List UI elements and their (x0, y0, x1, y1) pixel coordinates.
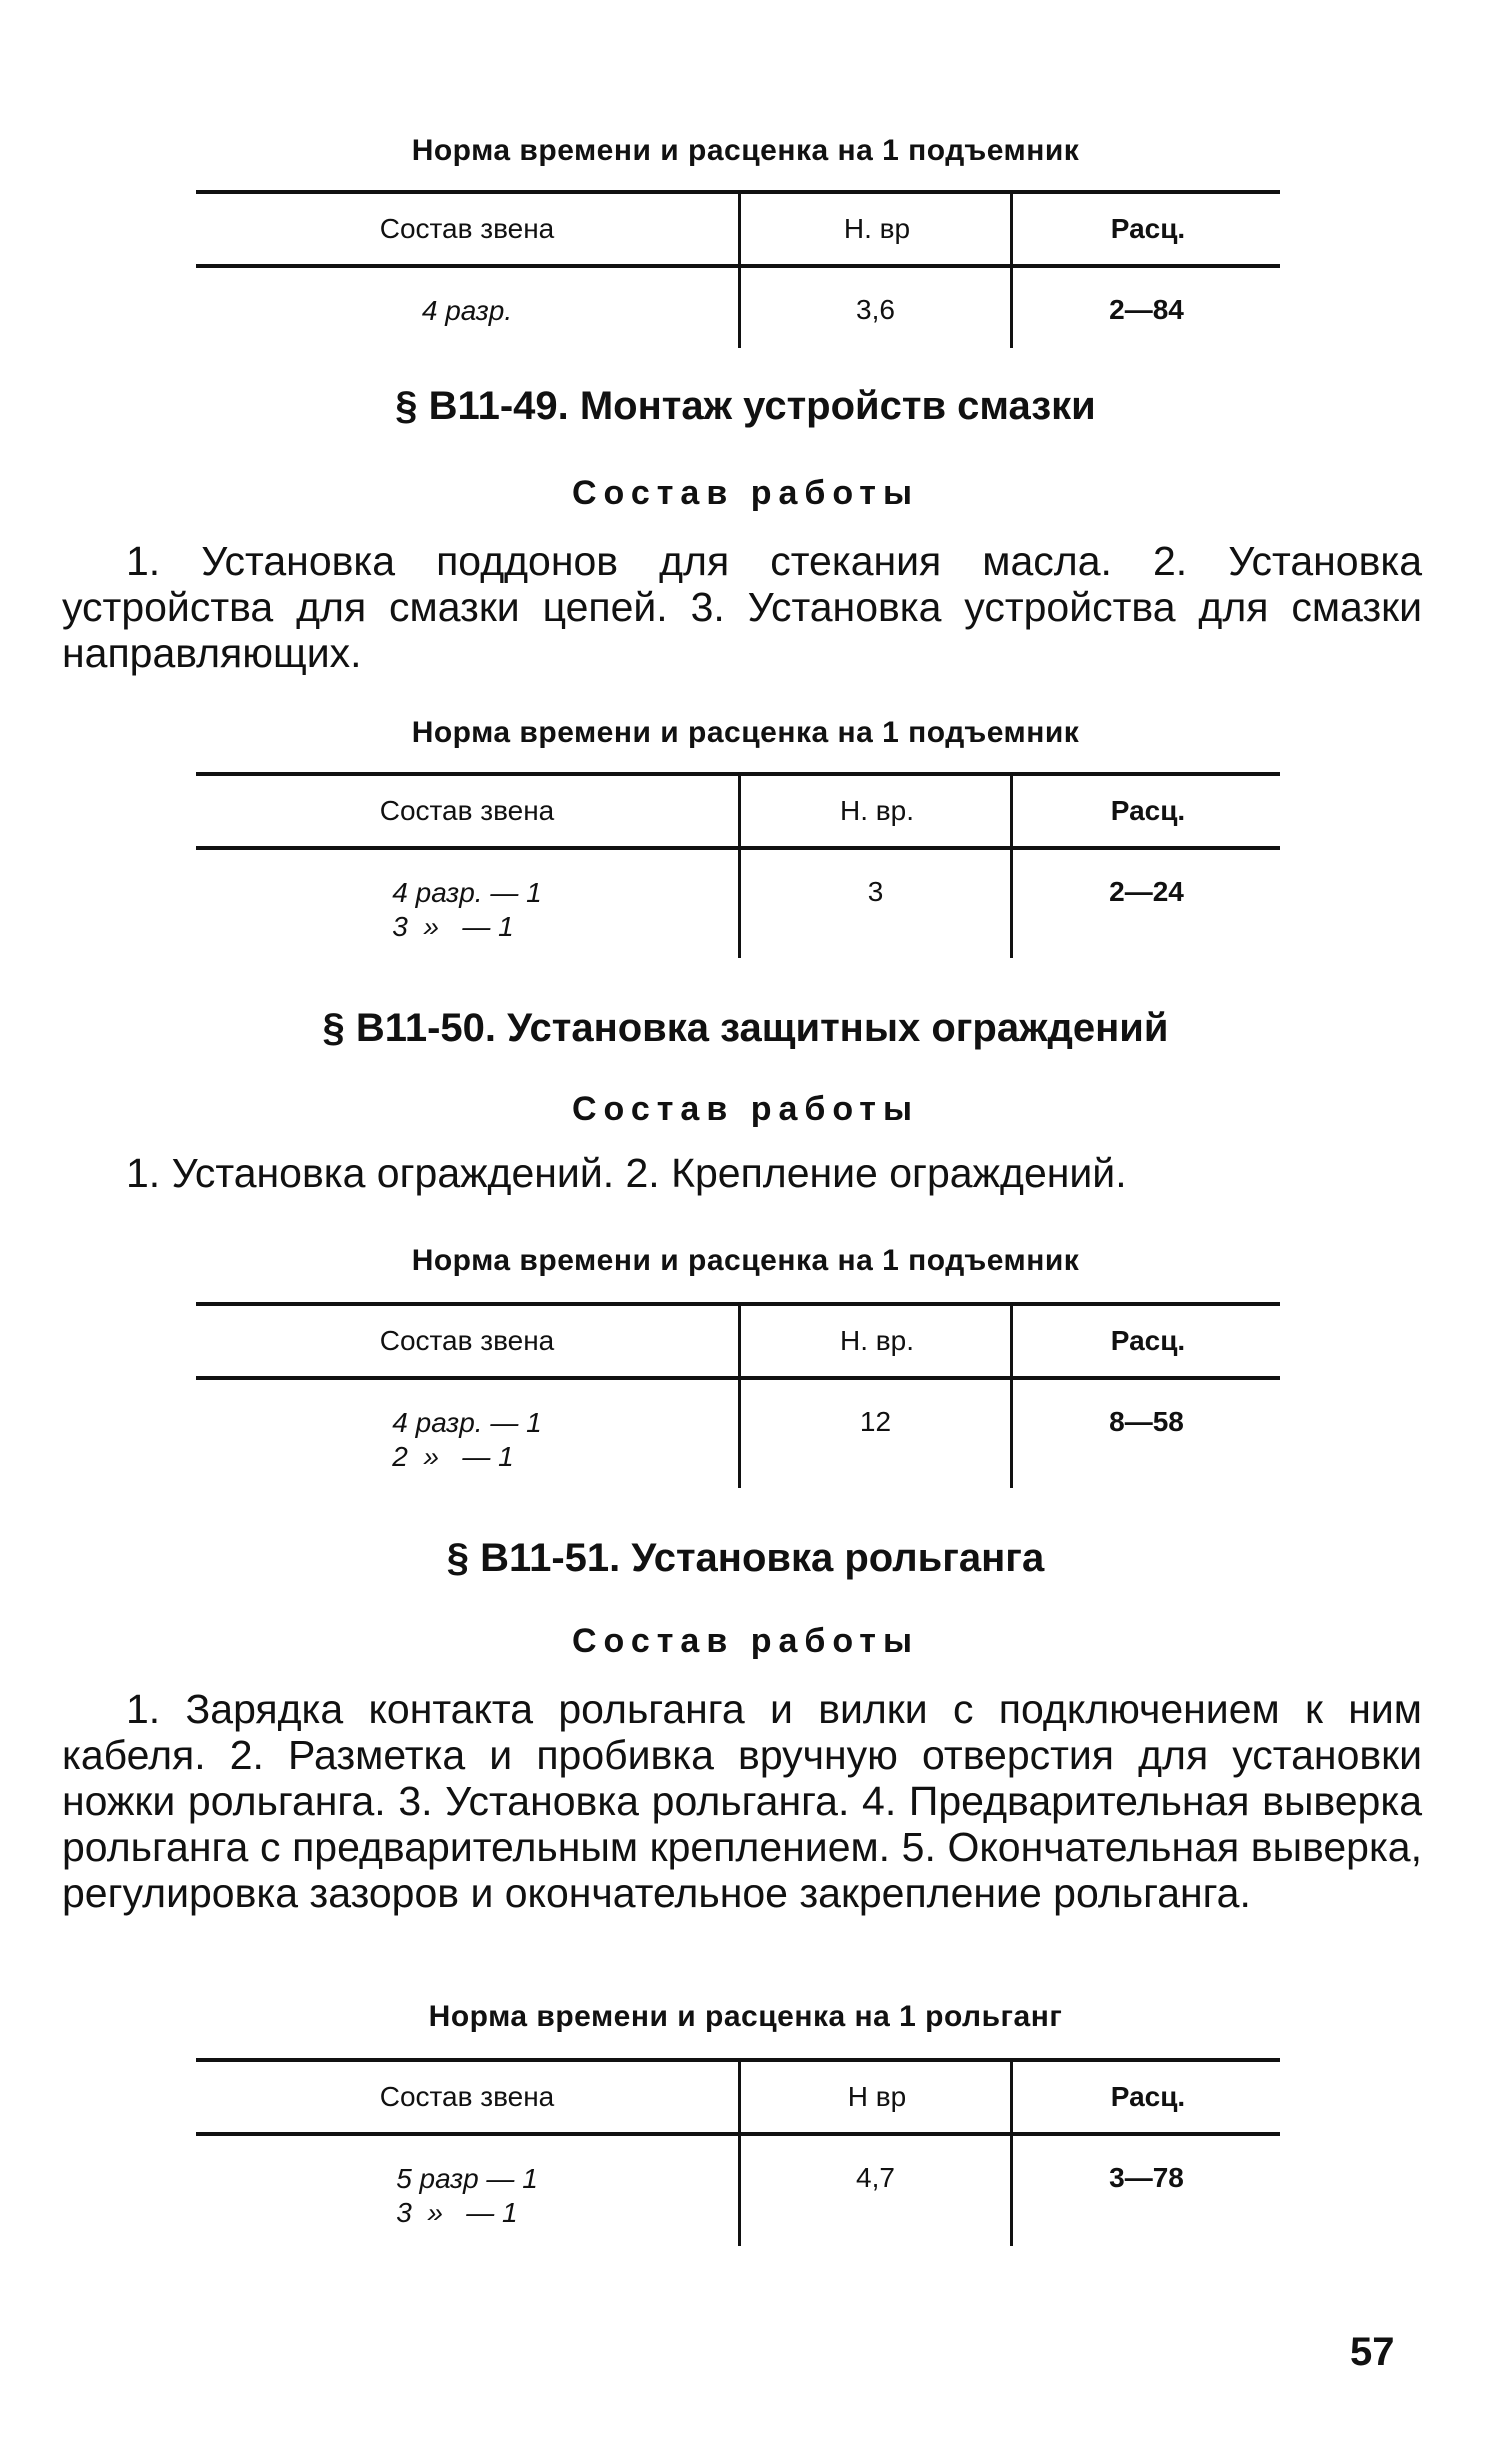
header-rate: Расц. (1010, 1306, 1283, 1376)
header-rate: Расц. (1010, 776, 1283, 846)
table-header-row (196, 194, 1280, 268)
header-rate: Расц. (1010, 2062, 1283, 2132)
norm-table (196, 1302, 1280, 1488)
section-title: § В11-49. Монтаж устройств смазки (395, 384, 1096, 428)
table-row (196, 2136, 1280, 2246)
crew-cell (196, 1380, 738, 1488)
header-norm: Н вр (738, 2062, 1013, 2132)
crew-line: 3 » — 1 (392, 911, 514, 942)
norm-table (196, 190, 1280, 348)
section-subtitle: Состав работы (572, 1090, 919, 1128)
section-subtitle: Состав работы (572, 474, 919, 512)
norm-cell: 3,6 (738, 268, 1010, 348)
header-crew: Состав звена (379, 213, 555, 244)
section-text: 1. Зарядка контакта рольганга и вилки с подключением к ним кабеля. 2. Разметка и пробивка вручную отверстия для установки ножки рольганга. 3. Установка рольганга. 4. Предварительная выверка рольганга с предварительным креплением. 5. Окончательная выверка, регулировка зазоров и окончательное закрепление рольганга. (62, 1686, 1422, 1916)
table-caption: Норма времени и расценка на 1 подъемник (411, 1244, 1080, 1277)
table-header-row (196, 776, 1280, 850)
table-header-row (196, 2062, 1280, 2136)
crew-block (392, 876, 541, 944)
crew-cell (196, 2136, 738, 2246)
crew-cell (196, 850, 738, 958)
crew-block (392, 1406, 541, 1474)
table-caption: Норма времени и расценка на 1 рольганг (428, 2000, 1063, 2033)
rate-cell: 2—24 (1010, 850, 1280, 958)
page-number: 57 (1350, 2330, 1395, 2374)
section-title: § В11-50. Установка защитных ограждений (322, 1006, 1169, 1050)
rate-cell: 3—78 (1010, 2136, 1280, 2246)
section-subtitle: Состав работы (572, 1622, 919, 1660)
section-text: 1. Установка ограждений. 2. Крепление ограждений. (126, 1150, 1127, 1196)
table-row (196, 1380, 1280, 1488)
crew-line: 5 разр — 1 (396, 2163, 538, 2194)
crew-line: 3 » — 1 (396, 2197, 518, 2228)
norm-cell: 3 (738, 850, 1010, 958)
crew-cell (196, 268, 738, 348)
crew-line: 4 разр. — 1 (392, 877, 542, 908)
header-rate: Расц. (1010, 194, 1283, 264)
crew-block (396, 2162, 538, 2230)
table-caption: Норма времени и расценка на 1 подъемник (411, 134, 1080, 167)
section-title: § В11-51. Установка рольганга (446, 1536, 1045, 1580)
rate-cell: 8—58 (1010, 1380, 1280, 1488)
header-crew: Состав звена (379, 2081, 555, 2112)
section-text: 1. Установка поддонов для стекания масла. 2. Установка устройства для смазки цепей. 3. Установка устройства для смазки направляющих. (62, 538, 1422, 676)
norm-table (196, 2058, 1280, 2246)
header-norm: Н. вр. (738, 776, 1013, 846)
table-row (196, 268, 1280, 348)
crew-line: 4 разр. (421, 295, 513, 326)
header-crew: Состав звена (379, 795, 555, 826)
table-caption: Норма времени и расценка на 1 подъемник (411, 716, 1080, 749)
table-header-row (196, 1306, 1280, 1380)
header-norm: Н. вр (738, 194, 1013, 264)
crew-line: 2 » — 1 (392, 1441, 514, 1472)
header-crew: Состав звена (379, 1325, 555, 1356)
norm-table (196, 772, 1280, 958)
table-row (196, 850, 1280, 958)
norm-cell: 4,7 (738, 2136, 1010, 2246)
crew-line: 4 разр. — 1 (392, 1407, 542, 1438)
rate-cell: 2—84 (1010, 268, 1280, 348)
header-norm: Н. вр. (738, 1306, 1013, 1376)
norm-cell: 12 (738, 1380, 1010, 1488)
